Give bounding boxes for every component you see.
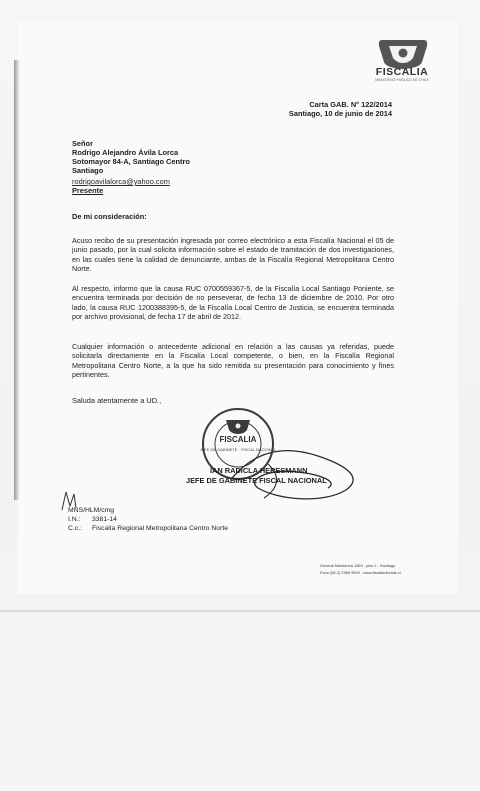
stamp-ring-text: JEFE DE GABINETE · FISCAL NACIONAL — [200, 447, 276, 452]
recipient-address: Sotomayor 84-A, Santiago Centro — [72, 157, 190, 166]
footer-contact: Fono (56-2) 2965 9500 - www.fiscaliadechile.cl — [320, 570, 401, 575]
signatory-name: IAN RADICLA HERESMANN — [210, 466, 308, 475]
recipient-email-link[interactable]: rodrigoavilalorca@yahoo.com — [72, 177, 170, 186]
letter-reference: Carta GAB. N° 122/2014 — [309, 100, 392, 109]
body-paragraph-3: Cualquier información o antecedente adicional en relación a las causas ya referidas, puede solicitarla directamente en la Fiscalía Local competente, o bien, en la Fiscalía Regional Metropolitana Centro Norte, a la que ha sido remitida su presentación para conocimiento y fines pertinentes. — [72, 342, 394, 380]
recipient-city: Santiago — [72, 166, 104, 175]
letter-date: Santiago, 10 de junio de 2014 — [288, 109, 392, 118]
reference-cc-value: Fiscalía Regional Metropolitana Centro Norte — [92, 525, 229, 532]
signatory-title: JEFE DE GABINETE FISCAL NACIONAL — [186, 476, 327, 485]
logo-wordmark: FISCALIA — [375, 66, 429, 78]
scan-bottom-edge — [0, 610, 480, 612]
logo-subtext: MINISTERIO PUBLICO DE CHILE — [375, 78, 429, 82]
reference-in-value: 3381-14 — [92, 516, 117, 523]
body-paragraph-1: Acuso recibo de su presentación ingresada por correo electrónico a esta Fiscalía Nacional el 05 de junio pasado, por la cual solicita información sobre el estado de tramitación de dos investigaciones, en las cuales tiene la calidad de denunciante, ambas de la Fiscalía Regional Metropolitana Centro Norte. — [72, 236, 394, 274]
recipient-name: Rodrigo Alejandro Ávila Lorca — [72, 148, 179, 157]
recipient-salutation: Señor — [72, 139, 93, 148]
footer-address: General Mackenna 1369 - piso 2 - Santiago — [320, 563, 396, 568]
body-paragraph-2: Al respecto, informo que la causa RUC 0700559367-5, de la Fiscalía Local Santiago Poniente, se encuentra terminada por decisión de no perseverar, de fecha 13 de diciembre de 2010. Por otro lado, la causa RUC 1200388395-5, de la Fiscalía Local Centro de Justicia, se encuentra terminada por archivo provisional, de fecha 17 de abril de 2012. — [72, 284, 394, 322]
stamp-title: FISCALIA — [219, 435, 257, 444]
reference-cc-label: C.c.: — [68, 525, 82, 532]
letter-greeting: De mi consideración: — [72, 212, 147, 221]
letter-closing: Saluda atentamente a UD., — [72, 396, 162, 405]
scan-edge-shadow — [14, 60, 20, 500]
reference-in-label: I.N.: — [68, 516, 81, 523]
recipient-presente: Presente — [72, 186, 104, 195]
reference-initials: MNS/HLM/cmg — [68, 507, 115, 514]
